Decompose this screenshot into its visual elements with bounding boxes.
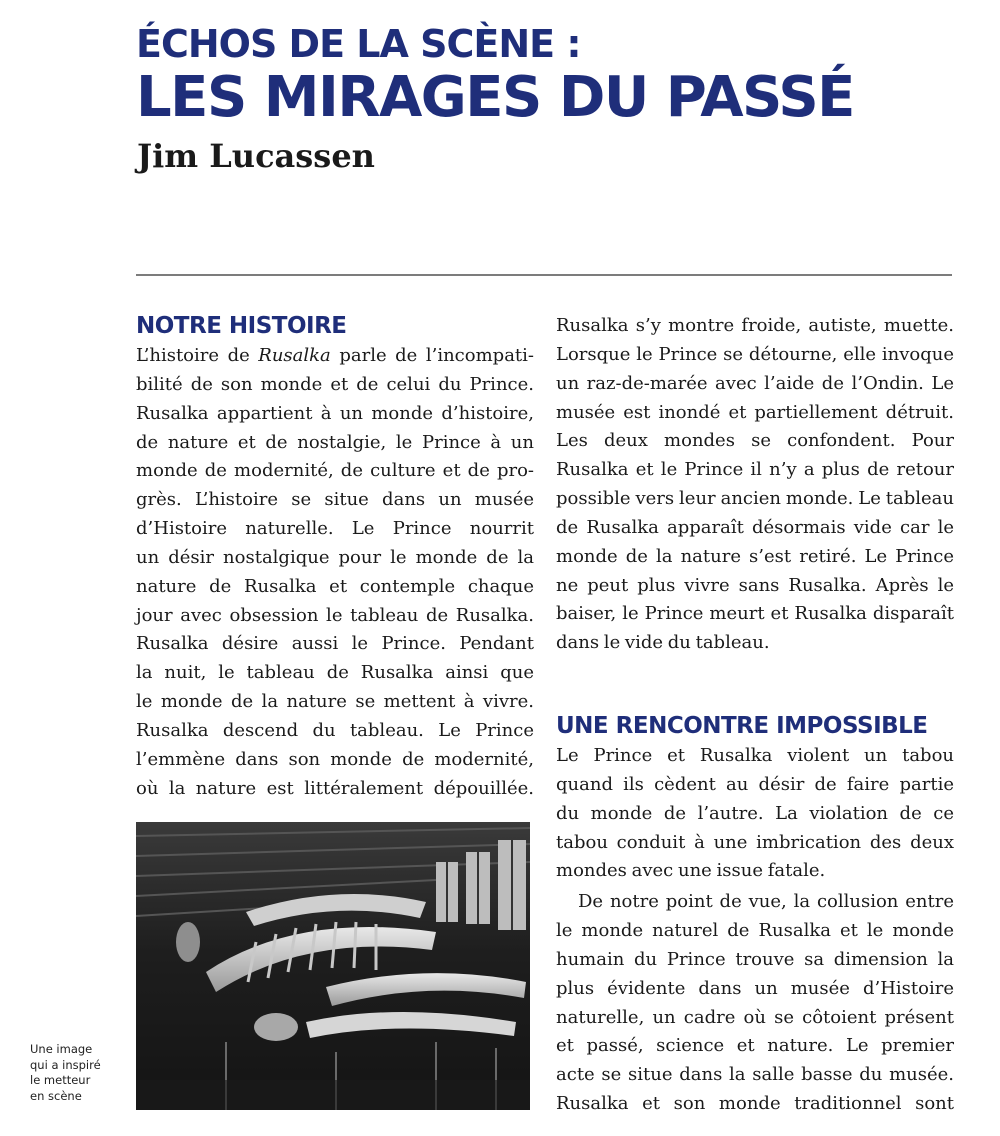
text-line: naturelle, un cadre où se côtoient présent — [556, 1006, 954, 1028]
text-line: la nuit, le tableau de Rusalka ainsi que — [136, 662, 534, 684]
museum-photo — [136, 822, 530, 1110]
text-line: grès. L’histoire se situe dans un musée — [136, 489, 534, 511]
text-line: bilité de son monde et de celui du Prince. — [136, 373, 534, 395]
text-line: De notre point de vue, la collusion entre — [578, 891, 954, 913]
paragraph-rencontre-2 — [556, 888, 954, 1119]
text-fragment: L’histoire de — [136, 345, 259, 366]
kicker-title: ÉCHOS DE LA SCÈNE : — [136, 22, 581, 66]
left-column — [136, 310, 534, 804]
text-line: musée est inondé et partiellement détruit. — [556, 401, 954, 423]
caption-line: en scène — [30, 1088, 82, 1103]
caption-line: le metteur — [30, 1073, 91, 1087]
text-line: l’emmène dans son monde de modernité, — [136, 748, 534, 770]
section-heading-rencontre: UNE RENCONTRE IMPOSSIBLE — [556, 713, 928, 739]
text-line: Rusalka appartient à un monde d’histoire, — [136, 402, 534, 424]
paragraph-rencontre-1 — [556, 742, 954, 886]
text-line: jour avec obsession le tableau de Rusalka. — [136, 604, 534, 626]
text-line: Le Prince et Rusalka violent un tabou — [556, 745, 954, 766]
text-line: Rusalka descend du tableau. Le Prince — [136, 719, 534, 741]
right-column-section2 — [556, 710, 954, 1119]
caption-line: qui a inspiré — [30, 1057, 101, 1072]
text-line: un raz-de-marée avec l’aide de l’Ondin. Le — [556, 372, 954, 394]
section-heading-notre-histoire: NOTRE HISTOIRE — [136, 313, 347, 339]
italic-title: Rusalka — [258, 345, 331, 366]
text-line: acte se situe dans la salle basse du musée. — [556, 1064, 954, 1086]
text-line — [136, 342, 534, 371]
text-line: plus évidente dans un musée d’Histoire — [556, 977, 954, 999]
text-line: et passé, science et nature. Le premier — [556, 1035, 954, 1057]
text-line: du monde de l’autre. La violation de ce — [556, 802, 954, 824]
text-line: baiser, le Prince meurt et Rusalka disparaît — [556, 603, 954, 625]
text-line: Rusalka et son monde traditionnel sont — [556, 1093, 954, 1115]
text-line: tabou conduit à une imbrication des deux — [556, 831, 954, 853]
text-line: humain du Prince trouve sa dimension la — [556, 948, 954, 970]
text-line: d’Histoire naturelle. Le Prince nourrit — [136, 518, 534, 540]
author-name: Jim Lucassen — [137, 137, 375, 175]
text-line: monde de modernité, de culture et de pro- — [136, 460, 534, 482]
text-line: de Rusalka apparaît désormais vide car le — [556, 516, 954, 538]
caption-line: Une image — [30, 1042, 93, 1056]
text-line: où la nature est littéralement dépouillée. — [136, 777, 534, 799]
text-line: monde de la nature s’est retiré. Le Prince — [556, 545, 954, 567]
text-line: possible vers leur ancien monde. Le tableau — [556, 488, 954, 510]
text-line: ne peut plus vivre sans Rusalka. Après le — [556, 574, 954, 596]
text-line: le monde de la nature se mettent à vivre. — [136, 691, 534, 713]
paragraph-continuation — [556, 312, 954, 658]
text-line: Rusalka et le Prince il n’y a plus de retour — [556, 459, 954, 481]
text-line: Rusalka désire aussi le Prince. Pendant — [136, 633, 534, 655]
horizontal-rule — [136, 274, 952, 276]
text-line: Lorsque le Prince se détourne, elle invoque — [556, 343, 954, 365]
text-fragment: parle de l’incompati- — [330, 345, 534, 366]
text-line: dans le vide du tableau. — [556, 632, 770, 654]
page-title: LES MIRAGES DU PASSÉ — [136, 65, 854, 130]
text-line: un désir nostalgique pour le monde de la — [136, 546, 534, 568]
text-line: mondes avec une issue fatale. — [556, 860, 826, 882]
text-line: nature de Rusalka et contemple chaque — [136, 575, 534, 597]
text-line: de nature et de nostalgie, le Prince à un — [136, 431, 534, 453]
right-column-continuation — [556, 312, 954, 658]
text-line: Rusalka s’y montre froide, autiste, muette. — [556, 315, 954, 336]
paragraph-notre-histoire — [136, 342, 534, 804]
text-line: Les deux mondes se confondent. Pour — [556, 430, 954, 452]
text-line: quand ils cèdent au désir de faire partie — [556, 773, 954, 795]
text-line: le monde naturel de Rusalka et le monde — [556, 920, 954, 942]
photo-caption — [30, 1042, 120, 1104]
